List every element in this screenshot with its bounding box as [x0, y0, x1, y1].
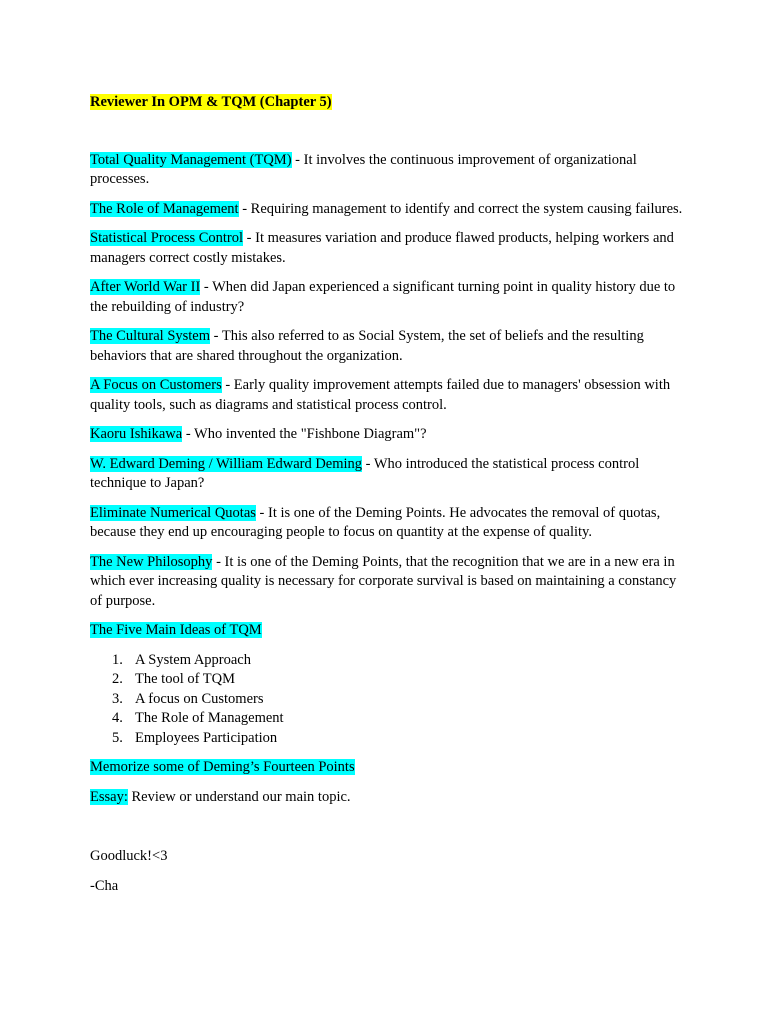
glossary-definition: - Who invented the "Fishbone Diagram"? [182, 426, 427, 442]
five-ideas-list [90, 651, 686, 749]
glossary-definition: - Early quality improvement attempts failed due to managers' obsession with quality tools, such as diagrams and statistical process control. [90, 377, 671, 413]
glossary-definition: - Requiring management to identify and correct the system causing failures. [238, 200, 683, 217]
glossary-term: The Role of Management [90, 200, 239, 217]
essay-label: Essay: [90, 788, 128, 805]
document-page [90, 93, 686, 906]
list-item [90, 709, 686, 729]
glossary-term: W. Edward Deming / William Edward Deming [90, 455, 363, 472]
signature: -Cha [90, 877, 119, 894]
glossary-entry [90, 200, 686, 220]
glossary-entry [90, 229, 686, 268]
document-title-text: Reviewer In OPM & TQM (Chapter 5) [90, 94, 332, 110]
closing-line: Goodluck!<3 [90, 848, 168, 864]
list-item-number: 2. [112, 671, 123, 687]
list-item-text: The tool of TQM [135, 671, 236, 687]
glossary-definition: - This also referred to as Social System, the set of beliefs and the resulting behaviors that are shared throughout the organization. [90, 328, 644, 364]
list-item-number: 3. [112, 690, 123, 707]
glossary-term: Eliminate Numerical Quotas [90, 504, 256, 521]
list-item [90, 690, 686, 710]
glossary-definition: - It measures variation and produce flawed products, helping workers and managers correct costly mistakes. [90, 230, 674, 266]
glossary-term: Total Quality Management (TQM) [90, 151, 292, 168]
essay-note [90, 788, 686, 808]
essay-text: Review or understand our main topic. [127, 788, 351, 805]
glossary-term: Statistical Process Control [90, 230, 244, 246]
glossary-term: Kaoru Ishikawa [90, 426, 183, 442]
glossary-term: The New Philosophy [90, 553, 213, 570]
glossary-definition: - It is one of the Deming Points, that the recognition that we are in a new era in which ever increasing quality is necessary for corporate survival is based on maintaining a constancy of purpose. [90, 553, 677, 609]
memorize-note [90, 758, 686, 778]
glossary-term: After World War II [90, 279, 201, 295]
list-item-text: A focus on Customers [135, 690, 264, 707]
list-item-text: A System Approach [135, 651, 251, 668]
five-ideas-heading-text: The Five Main Ideas of TQM [90, 622, 262, 638]
glossary-definition: - It involves the continuous improvement of organizational processes. [90, 151, 637, 187]
memorize-note-text: Memorize some of Deming’s Fourteen Points [90, 759, 355, 775]
list-item-text: The Role of Management [135, 710, 284, 726]
list-item-number: 5. [112, 729, 123, 746]
glossary-entry [90, 376, 686, 415]
glossary-entry [90, 504, 686, 543]
glossary-entry [90, 455, 686, 494]
list-item-number: 4. [112, 710, 123, 726]
list-item-number: 1. [112, 651, 123, 668]
glossary-term: The Cultural System [90, 328, 211, 344]
glossary-entries [90, 151, 686, 897]
document-title [90, 93, 686, 113]
list-item-text: Employees Participation [135, 729, 278, 746]
glossary-term: A Focus on Customers [90, 377, 222, 393]
glossary-entry [90, 553, 686, 612]
glossary-entry [90, 151, 686, 190]
list-item [90, 651, 686, 671]
list-item [90, 729, 686, 749]
glossary-entry [90, 278, 686, 317]
glossary-definition: - Who introduced the statistical process control technique to Japan? [90, 455, 640, 491]
glossary-definition: - It is one of the Deming Points. He advocates the removal of quotas, because they end up encouraging people to focus on quantity at the expense of quality. [90, 504, 661, 540]
five-ideas-heading [90, 621, 686, 641]
glossary-entry [90, 327, 686, 366]
spacer [90, 817, 686, 847]
list-item [90, 670, 686, 690]
glossary-definition: - When did Japan experienced a significant turning point in quality history due to the rebuilding of industry? [90, 279, 676, 315]
glossary-entry [90, 425, 686, 445]
